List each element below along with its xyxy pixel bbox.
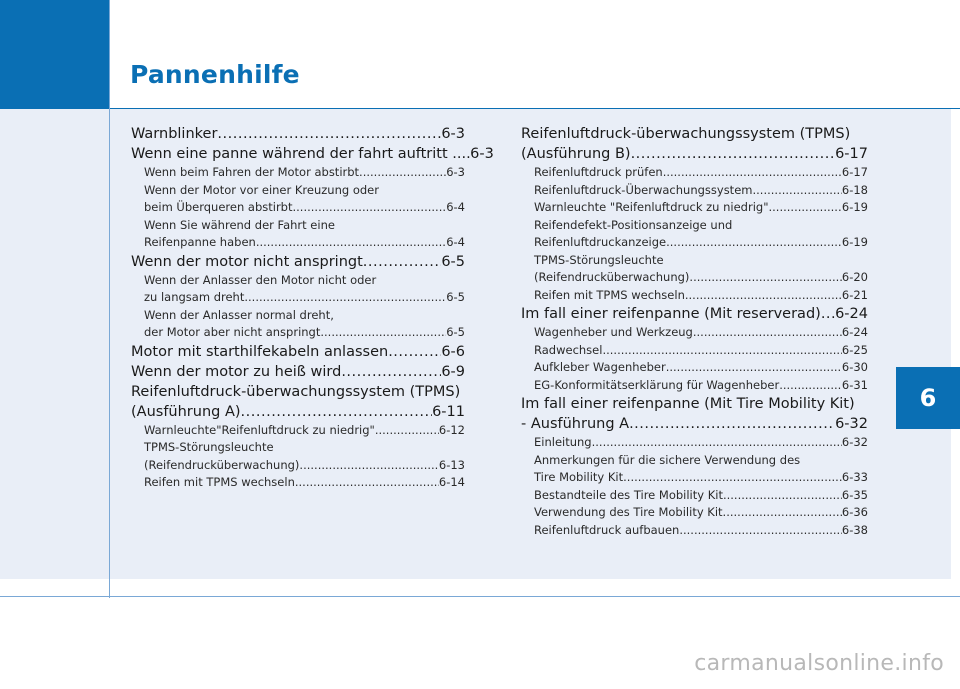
toc-entry-title: Reifen mit TPMS wechseln [144,475,295,489]
toc-entry-page: 6-20 [841,270,868,284]
leader-dots [689,269,841,287]
toc-entry-page: 6-13 [438,457,465,472]
toc-subentry[interactable] [521,234,868,252]
toc-subentry[interactable] [521,487,868,505]
toc-entry[interactable] [131,124,465,144]
toc-entry-title: Warnleuchte "Reifenluftdruck zu niedrig" [534,200,769,214]
toc-entry-title: (Reifendrucküberwachung) [144,457,300,472]
leader-dots [631,144,836,164]
leader-dots [666,234,842,252]
toc-subentry-line[interactable]: Wenn der Anlasser den Motor nicht oder [144,272,377,287]
leader-dots [341,362,441,382]
leader-dots [299,457,438,475]
toc-entry-title: Tire Mobility Kit [534,470,624,484]
leader-dots [663,164,842,182]
toc-subentry[interactable] [521,342,868,360]
toc-subentry[interactable] [131,289,465,307]
toc-entry-title: Wenn eine panne während der fahrt auftritt ... [131,146,467,162]
leader-dots [388,342,441,362]
toc-entry-page: 6-32 [841,435,868,449]
toc-entry-page: 6-4 [446,235,465,249]
toc-right-column [521,124,868,539]
toc-entry-page: 6-11 [432,403,465,420]
leader-dots [363,252,442,272]
toc-entry-page: 6-35 [841,487,868,502]
toc-entry-page: 6-31 [841,377,868,392]
toc-entry-page: 6-5 [446,325,465,339]
toc-entry-title: zu langsam dreht [144,290,245,304]
toc-entry-page: 6-12 [438,422,465,437]
watermark: carmanualsonline.info [694,651,944,676]
leader-dots [375,422,439,440]
toc-subentry-line[interactable]: Anmerkungen für die sichere Verwendung des [534,452,801,467]
toc-entry-page: 6-9 [441,363,465,380]
toc-entry[interactable] [131,402,465,422]
leader-dots [666,359,842,377]
toc-subentry[interactable] [131,164,465,182]
toc-entry-page: 6-32 [835,416,868,432]
toc-entry-title: - Ausführung A [521,416,630,432]
toc-entry-page: 6-24 [841,325,868,339]
chapter-tab[interactable]: 6 [896,367,960,429]
toc-entry-page: 6-3 [446,165,465,179]
toc-entry-title: Reifenpanne haben [144,235,256,249]
toc-entry-title: EG-Konformitätserklärung für Wagenheber [534,377,780,392]
toc-entry-title: Verwendung des Tire Mobility Kit [534,505,723,519]
toc-entry-line[interactable]: Im fall einer reifenpanne (Mit Tire Mobility Kit) [521,396,855,412]
toc-left-column [131,124,494,492]
toc-subentry-line[interactable]: TPMS-Störungsleuchte [534,252,664,267]
toc-entry-title: Motor mit starthilfekabeln anlassen [131,343,389,360]
toc-entry-title: Warnblinker [131,126,218,142]
toc-entry[interactable] [521,304,868,324]
toc-entry-page: 6-17 [841,165,868,179]
toc-entry-title: (Ausführung A) [131,403,241,420]
toc-subentry-line[interactable]: Wenn Sie während der Fahrt eine [144,217,335,232]
toc-entry-page: 6-14 [438,475,465,489]
header-color-block [0,0,109,109]
toc-subentry[interactable] [521,359,868,377]
leader-dots [217,124,441,144]
toc-subentry-line[interactable]: TPMS-Störungsleuchte [144,440,274,454]
toc-entry[interactable] [131,144,494,164]
toc-entry-page: 6-36 [841,505,868,519]
leader-dots [723,504,842,522]
leader-dots [592,434,842,452]
leader-dots [602,342,841,360]
toc-entry-title: Einleitung [534,435,592,449]
leader-dots [292,199,446,217]
left-margin-panel [0,109,109,579]
toc-entry-line[interactable]: Reifenluftdruck-überwachungssystem (TPMS) [521,126,851,142]
toc-subentry-line[interactable]: Wenn der Motor vor einer Kreuzung oder [144,182,379,197]
toc-entry[interactable] [521,144,868,164]
toc-subentry[interactable] [521,287,868,305]
bottom-divider [0,596,960,597]
leader-dots [244,289,446,307]
toc-subentry-line[interactable]: Reifendefekt-Positionsanzeige und [534,217,733,232]
toc-entry-title: Im fall einer reifenpanne (Mit reserverad) [521,306,821,322]
toc-entry-page: 6-33 [841,470,868,484]
toc-entry-title: Radwechsel [534,342,603,357]
toc-subentry[interactable] [521,504,868,522]
toc-entry-page: 6-3 [470,146,494,162]
toc-entry-page: 6-17 [835,146,868,162]
toc-entry-title: beim Überqueren abstirbt [144,200,293,214]
leader-dots [779,377,842,395]
leader-dots [320,324,446,342]
toc-entry-title: Wagenheber und Werkzeug [534,325,693,339]
toc-entry-page: 6-19 [841,235,868,249]
toc-entry-page: 6-3 [441,126,465,142]
toc-subentry[interactable] [131,234,465,252]
leader-dots [256,234,446,252]
toc-entry-title: Bestandteile des Tire Mobility Kit [534,487,723,502]
toc-subentry[interactable] [521,324,868,342]
toc-entry-page: 6-24 [835,306,868,322]
leader-dots [769,199,842,217]
toc-subentry[interactable] [131,324,465,342]
toc-entry-title: Reifen mit TPMS wechseln [534,287,685,302]
leader-dots [295,474,439,492]
toc-entry-line[interactable]: Reifenluftdruck-überwachungssystem (TPMS) [131,383,461,400]
leader-dots [679,522,842,540]
toc-entry-title: Reifenluftdruck prüfen [534,165,663,179]
leader-dots [629,414,835,434]
page-title: Pannenhilfe [130,60,300,89]
leader-dots [623,469,842,487]
toc-entry-page: 6-6 [441,343,465,360]
toc-subentry-line[interactable]: Wenn der Anlasser normal dreht, [144,307,334,322]
toc-subentry[interactable] [521,164,868,182]
toc-entry-title: Reifenluftdruckanzeige [534,235,667,249]
toc-subentry[interactable] [131,199,465,217]
toc-subentry[interactable] [521,434,868,452]
toc-entry-page: 6-5 [441,253,465,270]
toc-entry-page: 6-5 [446,290,465,304]
leader-dots [359,164,446,182]
toc-entry-page: 6-19 [841,200,868,214]
toc-subentry[interactable] [521,182,868,200]
toc-subentry[interactable] [131,474,465,492]
toc-subentry[interactable] [131,457,465,475]
toc-entry-title: Wenn beim Fahren der Motor abstirbt [144,165,360,179]
toc-subentry[interactable] [521,269,868,287]
toc-entry-page: 6-38 [841,522,868,537]
toc-subentry[interactable] [521,522,868,540]
toc-entry-title: (Ausführung B) [521,146,631,162]
toc-entry-title: Aufkleber Wagenheber [534,360,666,374]
toc-entry-title: Wenn der motor nicht anspringt [131,253,363,270]
toc-entry-page: 6-25 [841,342,868,357]
toc-entry-title: Wenn der motor zu heiß wird [131,363,342,380]
toc-entry-title: Warnleuchte"Reifenluftdruck zu niedrig" [144,422,375,437]
leader-dots [723,487,842,505]
toc-subentry[interactable] [521,199,868,217]
toc-entry-page: 6-4 [446,200,465,214]
toc-entry-title: Reifenluftdruck aufbauen [534,522,680,537]
toc-subentry[interactable] [131,422,465,440]
toc-entry[interactable] [131,342,465,362]
toc-entry[interactable] [131,362,465,382]
toc-entry[interactable] [521,414,868,434]
toc-entry-page: 6-18 [841,182,868,197]
toc-entry-title: Reifenluftdruck-Überwachungssystem [534,182,753,197]
vertical-divider [109,0,110,598]
leader-dots [693,324,842,342]
leader-dots [241,402,433,422]
toc-subentry[interactable] [521,377,868,395]
toc-entry[interactable] [131,252,465,272]
toc-entry-title: der Motor aber nicht anspringt [144,325,321,339]
leader-dots [752,182,841,200]
leader-dots [685,287,842,305]
leader-dots [821,304,835,324]
toc-entry-page: 6-30 [841,360,868,374]
toc-entry-title: (Reifendrucküberwachung) [534,270,690,284]
toc-subentry[interactable] [521,469,868,487]
toc-entry-page: 6-21 [841,287,868,302]
